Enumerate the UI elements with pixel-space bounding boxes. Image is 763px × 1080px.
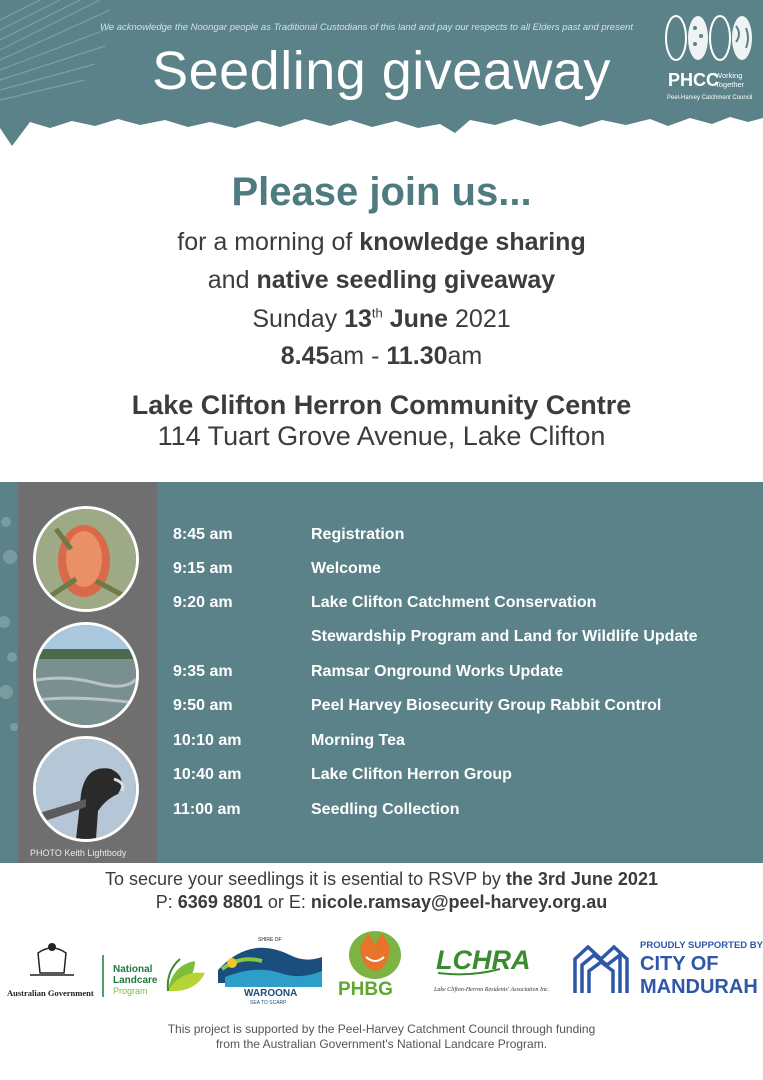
agenda-item: Welcome (311, 560, 381, 577)
cockatoo-photo (33, 736, 139, 842)
mandurah-label-1: CITY OF (640, 953, 719, 975)
invite-heading: Please join us... (231, 170, 532, 214)
agenda-item: Peel Harvey Biosecurity Group Rabbit Control (311, 697, 662, 714)
agenda-time: 11:00 am (173, 801, 241, 818)
landcare-leaf-icon (168, 959, 205, 991)
phcc-logo-subtitle: Peel-Harvey Catchment Council (667, 95, 753, 101)
waroona-label-sub: SEA TO SCARP (250, 1000, 287, 1006)
event-time: 8.45am - 11.30am (280, 342, 483, 370)
agenda-item: Lake Clifton Catchment Conservation (311, 594, 597, 611)
footnote-line-1: This project is supported by the Peel-Harvey Catchment Council through funding (167, 1022, 596, 1036)
mandurah-label-2: MANDURAH (640, 976, 758, 998)
rsvp-contact: P: 6369 8801 or E: nicole.ramsay@peel-harvey.org.au (155, 892, 608, 912)
sponsor-logos (0, 925, 763, 1010)
invite-line-2: and native seedling giveaway (207, 266, 556, 294)
agenda-panel (0, 482, 763, 863)
australian-government-label: Australian Government (7, 988, 94, 998)
agenda-time: 9:15 am (173, 560, 233, 577)
waroona-label-top: SHIRE OF (258, 937, 282, 943)
agenda-item: Registration (311, 526, 405, 543)
rsvp-phone[interactable]: 6369 8801 (177, 892, 263, 912)
australian-government-crest-icon (30, 943, 74, 975)
agenda-time: 9:35 am (173, 663, 233, 680)
rsvp-email-link[interactable]: nicole.ramsay@peel-harvey.org.au (310, 892, 608, 912)
phcc-logo-tagline: Working Together (715, 71, 745, 89)
acknowledgement-text: We acknowledge the Noongar people as Traditional Custodians of this land and pay our respects to all Elders past and present (100, 22, 634, 33)
agenda-item: Morning Tea (311, 732, 405, 749)
landcare-label-1: National (113, 964, 153, 975)
venue-name: Lake Clifton Herron Community Centre (131, 390, 632, 420)
mandurah-waves-icon (575, 947, 627, 993)
footnote-line-2: from the Australian Government's National Landcare Program. (215, 1037, 548, 1051)
venue-address: 114 Tuart Grove Avenue, Lake Clifton (157, 421, 606, 451)
agenda-item: Stewardship Program and Land for Wildlife Update (311, 628, 698, 645)
header-banner (0, 0, 763, 150)
lchra-label-sub: Lake Clifton-Herron Residents' Association Inc. (434, 987, 550, 993)
lake-photo (33, 622, 139, 728)
landcare-label-3: Program (113, 986, 148, 996)
agenda-item: Ramsar Onground Works Update (311, 663, 564, 680)
rsvp-notice: To secure your seedlings it is esential to RSVP by the 3rd June 2021 (105, 869, 658, 889)
phbg-label: PHBG (338, 979, 393, 1000)
phcc-logo-name: PHCC (668, 70, 720, 90)
banksia-flower-photo (33, 506, 139, 612)
lchra-label: LCHRA (436, 945, 531, 975)
agenda-item: Seedling Collection (311, 801, 460, 818)
mandurah-label-top: PROUDLY SUPPORTED BY (640, 940, 763, 951)
funding-footnote (0, 1022, 763, 1052)
agenda-item: Lake Clifton Herron Group (311, 766, 512, 783)
waroona-logo-icon (218, 948, 322, 987)
page-title: Seedling giveaway (152, 41, 611, 101)
photo-credit: PHOTO Keith Lightbody (30, 848, 127, 858)
agenda-time: 10:40 am (173, 766, 242, 783)
photo-strip (18, 482, 157, 863)
agenda-time: 10:10 am (173, 732, 242, 749)
agenda-time: 9:50 am (173, 697, 233, 714)
agenda-time: 9:20 am (173, 594, 233, 611)
landcare-label-2: Landcare (113, 975, 158, 986)
phbg-fox-icon (349, 931, 401, 979)
event-date: Sunday 13th June 2021 (252, 305, 511, 333)
waroona-label: WAROONA (244, 988, 298, 999)
agenda-time: 8:45 am (173, 526, 233, 543)
invite-line-1: for a morning of knowledge sharing (177, 228, 586, 256)
